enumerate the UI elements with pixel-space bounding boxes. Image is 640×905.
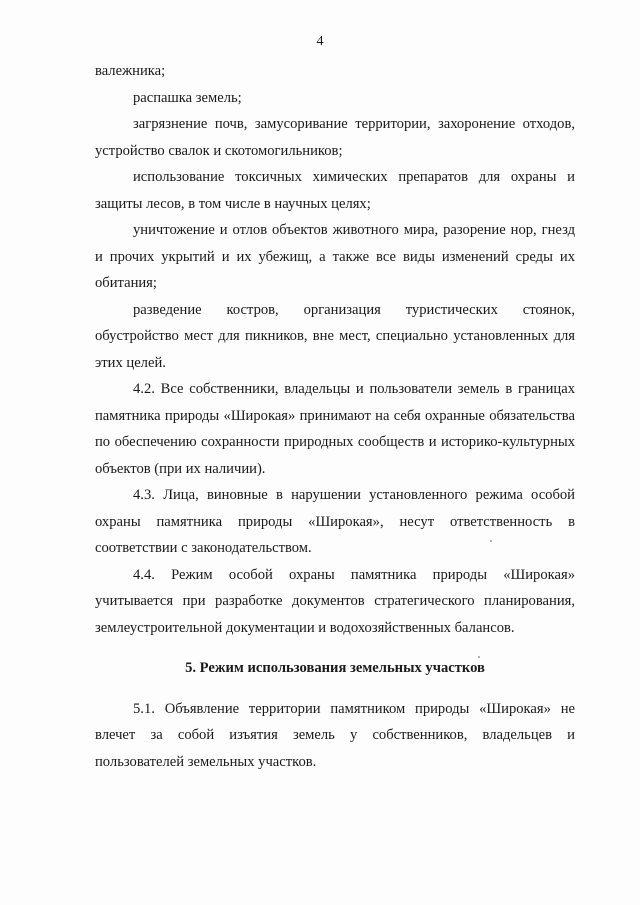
paragraph-4-2: 4.2. Все собственники, владельцы и пользователи земель в границах памятника природы «Широкая» принимают на себя охранные обязательства по обеспечению сохранности природных сообществ и историко-культурных объектов (при их наличии). [95,381,575,477]
paragraph-4-3: 4.3. Лица, виновные в нарушении установленного режима особой охраны памятника природы «Широкая», несут ответственность в соответствии с законодательством. [95,487,575,556]
scan-speck [478,656,480,658]
section-heading: 5. Режим использования земельных участков [185,660,485,676]
paragraph-pollution: загрязнение почв, замусоривание территории, захоронение отходов, устройство свалок и скотомогильников; [95,116,575,159]
paragraph-wildlife: уничтожение и отлов объектов животного мира, разорение нор, гнезд и прочих укрытий и их убежищ, а также все виды изменений среды их обитания; [95,222,575,291]
page-number: 4 [316,34,324,49]
paragraph-plowing: распашка земель; [133,89,242,106]
paragraph-4-4: 4.4. Режим особой охраны памятника природы «Широкая» учитывается при разработке документов стратегического планирования, землеустроительной документации и водохозяйственных балансов. [95,566,575,636]
paragraph-chemicals: использование токсичных химических препаратов для охраны и защиты лесов, в том числе в научных целях; [95,169,575,212]
paragraph-continuation: валежника; [95,63,166,79]
paragraph-5-1: 5.1. Объявление территории памятником природы «Широкая» не влечет за собой изъятия земель у собственников, владельцев и пользователей земельных участков. [95,700,575,770]
paragraph-campfires: разведение костров, организация туристических стоянок, обустройство мест для пикников, вне мест, специально установленных для этих целей. [95,301,575,371]
scan-speck [490,540,492,542]
document-body [95,58,575,775]
